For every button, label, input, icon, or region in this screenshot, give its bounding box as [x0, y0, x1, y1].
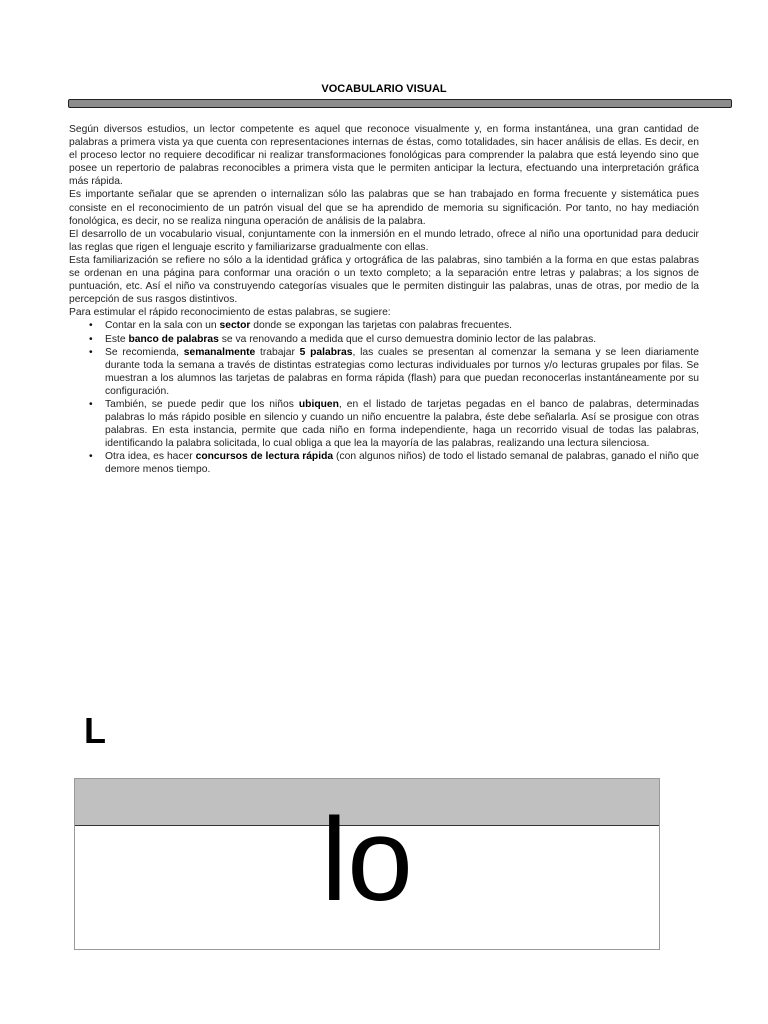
suggestion-list [69, 319, 699, 476]
bullet-text: Otra idea, es hacer [105, 451, 196, 463]
bullet-emphasis: sector [219, 320, 251, 332]
bullet-emphasis: 5 palabras [299, 346, 353, 358]
list-item [105, 346, 699, 398]
bullet-emphasis: semanalmente [183, 346, 256, 358]
paragraph: Para estimular el rápido reconocimiento de estas palabras, se sugiere: [69, 307, 391, 319]
body-text [69, 123, 699, 477]
word-card [74, 778, 660, 950]
page-title: VOCABULARIO VISUAL [321, 83, 447, 95]
bullet-text: trabajar [255, 346, 300, 358]
section-letter: L [84, 710, 106, 751]
title-divider [68, 99, 732, 108]
bullet-text: se va renovando a medida que el curso demuestra dominio lector de las palabras. [218, 333, 597, 345]
paragraph: Es importante señalar que se aprenden o internalizan sólo las palabras que se han trabajado en forma frecuente y sistemática pues consiste en el reconocimiento de un patrón visual del que se ha aprendido de memoria su significación. Por tanto, no hay mediación fonológica, es decir, no se realiza ninguna operación de análisis de la palabra. [69, 189, 699, 227]
bullet-text: Se recomienda, [105, 346, 184, 358]
bullet-text: , en el listado de tarjetas pegadas en el banco de palabras, determinadas palabras lo más rápido posible en silencio y cuando un niño encuentre la palabra, éste debe señalarla. Así se prosigue con otras palabras. En esta instancia, permite que cada niño en forma independiente, haga un recorrido visual de todas las palabras, identificando la palabra solicitada, lo cual obliga a que lea la mayoría de las palabras, realizando una lectura silenciosa. [105, 398, 699, 450]
list-item [105, 398, 699, 450]
bullet-text: donde se expongan las tarjetas con palabras frecuentes. [250, 320, 512, 332]
bullet-emphasis: ubiquen [298, 398, 339, 410]
list-item [105, 333, 699, 346]
bullet-text: Contar en la sala con un [105, 320, 220, 332]
card-word: lo [321, 794, 413, 926]
list-item [105, 450, 699, 476]
bullet-text: , las cuales se presentan al comenzar la semana y se leen diariamente durante toda la semana a través de distintas estrategias como lecturas individuales por turnos y/o lecturas grupales por filas. Se muestran a los alumnos las tarjetas de palabras en forma rápida (flash) para que puedan reconocerlas instantáneamente por su configuración. [105, 346, 699, 397]
bullet-emphasis: concursos de lectura rápida [195, 451, 334, 463]
paragraph: Esta familiarización se refiere no sólo a la identidad gráfica y ortográfica de las palabras, sino también a la forma en que estas palabras se ordenan en una página para conformar una oración o un texto completo; a la separación entre letras y palabras; a los signos de puntuación, etc. Así el niño va construyendo categorías visuales que le permiten distinguir las palabras, unas de otras, por medio de la percepción de sus rasgos distintivos. [69, 254, 699, 306]
paragraph: Según diversos estudios, un lector competente es aquel que reconoce visualmente y, en forma instantánea, una gran cantidad de palabras a primera vista ya que cuenta con representaciones internas de éstas, como totalidades, sin hacer análisis de ellas. Es decir, en el proceso lector no requiere decodificar ni realizar transformaciones fonológicas para comprender la palabra que está leyendo sino que posee un repertorio de palabras reconocibles a primera vista que le permiten anticipar la lectura, efectuando una interpretación gráfica más rápida. [69, 124, 699, 188]
bullet-emphasis: banco de palabras [128, 333, 219, 345]
bullet-text: También, se puede pedir que los niños [105, 398, 299, 410]
bullet-text: Este [105, 333, 129, 345]
bullet-text: (con algunos niños) de todo el listado semanal de palabras, ganado el niño que demore menos tiempo. [105, 451, 699, 476]
list-item [105, 319, 699, 332]
paragraph: El desarrollo de un vocabulario visual, conjuntamente con la inmersión en el mundo letrado, ofrece al niño una oportunidad para deducir las reglas que rigen el lenguaje escrito y familiarizarse gradualmente con ellas. [69, 228, 699, 253]
